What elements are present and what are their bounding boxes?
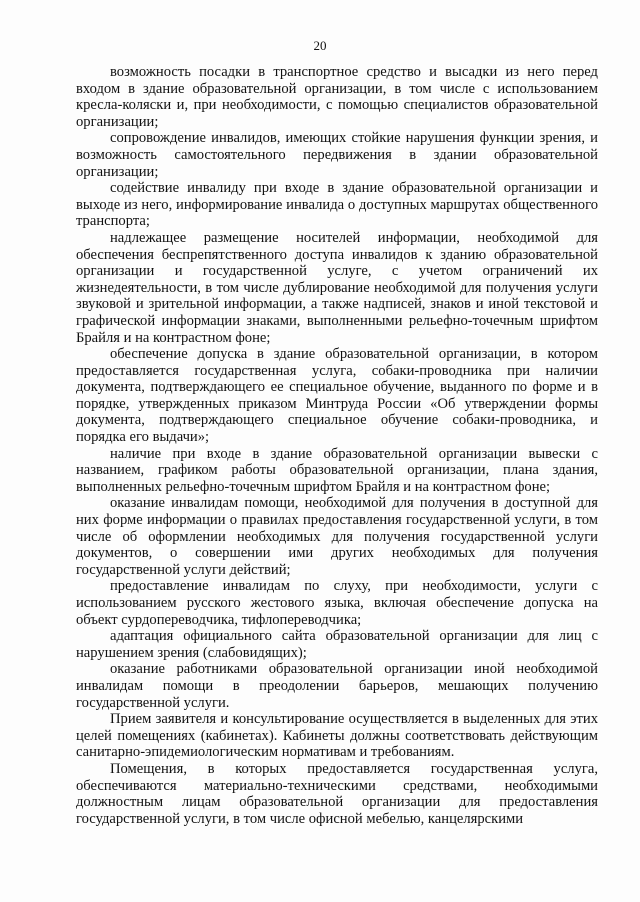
paragraph-sign-language: предоставление инвалидам по слуху, при необходимости, услуги с использованием русского жестового языка, включая обеспечение допуска на объект сурдопереводчика, тифлопереводчика; — [76, 578, 598, 628]
paragraph-website-adaptation: адаптация официального сайта образовательной организации для лиц с нарушением зрения (слабовидящих); — [76, 628, 598, 661]
body-text — [76, 64, 598, 827]
paragraph-room-equipment: Помещения, в которых предоставляется государственная услуга, обеспечиваются материально-техническими средствами, необходимыми должностным лицам образовательной организации для предоставления государственной услуги, в том числе офисной мебелью, канцелярскими — [76, 760, 598, 827]
paragraph-reception-rooms: Прием заявителя и консультирование осуществляется в выделенных для этих целей помещениях (кабинетах). Кабинеты должны соответствовать действующим санитарно-эпидемиологическим нормативам и требованиям. — [76, 711, 598, 761]
paragraph-entrance-signage: наличие при входе в здание образовательной организации вывески с названием, графиком работы образовательной организации, плана здания, выполненных рельефно-точечным шрифтом Брайля и на контрастном фоне; — [76, 445, 598, 495]
paragraph-entry-assistance: содействие инвалиду при входе в здание образовательной организации и выходе из него, информирование инвалида о доступных маршрутах общественного транспорта; — [76, 180, 598, 230]
paragraph-staff-help: оказание работниками образовательной организации иной необходимой инвалидам помощи в преодолении барьеров, мешающих получению государственной услуги. — [76, 661, 598, 711]
paragraph-information-placement: надлежащее размещение носителей информации, необходимой для обеспечения беспрепятственного доступа инвалидов к зданию образовательной организации и государственной услуге, с учетом ограничений их жизнедеятельности, в том числе дублирование необходимой для получения услуги звуковой и зрительной информации, а также надписей, знаков и иной текстовой и графической информации знаками, выполненными рельефно-точечным шрифтом Брайля и на контрастном фоне; — [76, 229, 598, 346]
page-number: 20 — [313, 38, 327, 53]
paragraph-guide-dog-access: обеспечение допуска в здание образовательной организации, в котором предоставляется государственная услуга, собаки-проводника при наличии документа, подтверждающего ее специальное обучение, выданного по форме и в порядке, утвержденных приказом Минтруда России «Об утверждении формы документа, подтверждающего специальное обучение собаки-проводника, и порядка его выдачи»; — [76, 346, 598, 446]
paragraph-vision-escort: сопровождение инвалидов, имеющих стойкие нарушения функции зрения, и возможность самостоятельного передвижения в здании образовательной организации; — [76, 130, 598, 180]
paragraph-boarding-assistance: возможность посадки в транспортное средство и высадки из него перед входом в здание образовательной организации, в том числе с использованием кресла-коляски и, при необходимости, с помощью специалистов образовательной организации; — [76, 64, 598, 130]
paragraph-information-help: оказание инвалидам помощи, необходимой для получения в доступной для них форме информации о правилах предоставления государственной услуги, в том числе об оформлении необходимых для получения государственной услуги документов, о совершении ими других необходимых для получения государственной услуги действий; — [76, 495, 598, 578]
